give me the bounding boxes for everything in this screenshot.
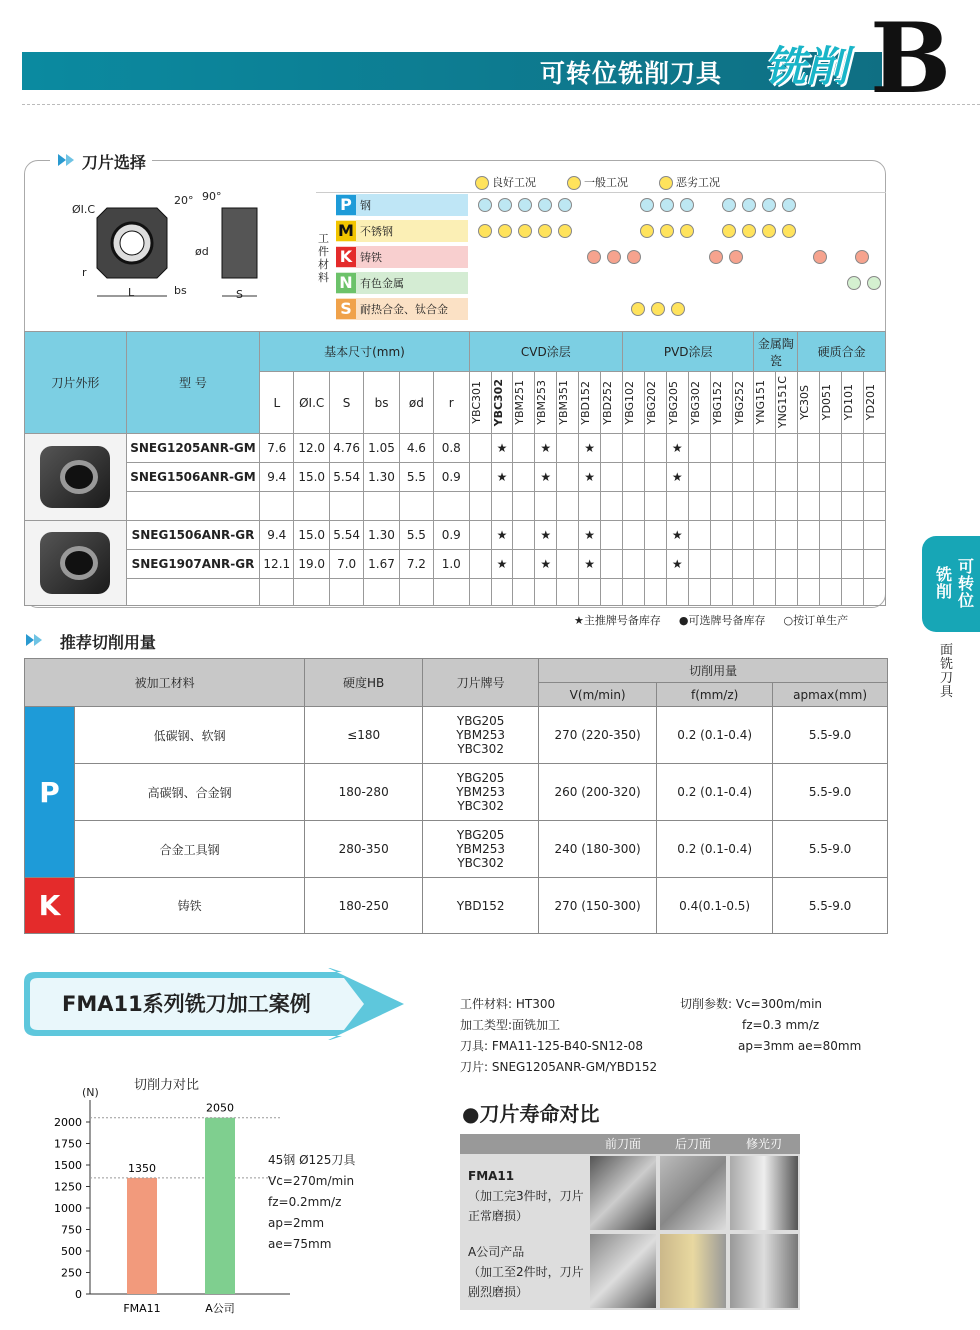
y-tick-label: 2000: [54, 1116, 82, 1129]
section-cutting-heading: 推荐切削用量: [24, 630, 156, 653]
angle2-label: 90°: [202, 190, 222, 203]
faces-n: [844, 275, 884, 290]
bar: [127, 1178, 157, 1294]
wear-photo: [730, 1234, 798, 1308]
y-tick-label: 750: [61, 1223, 82, 1237]
section-letter: B: [870, 2, 952, 115]
ic-label: ØI.C: [72, 203, 96, 216]
bs-label: bs: [174, 284, 187, 297]
table-row: 高碳钢、合金钢 180-280 YBG205 YBM253 YBC302 260 (200-320) 0.2 (0.1-0.4) 5.5-9.0: [25, 764, 888, 821]
case-params: 切削参数: Vc=300m/min fz=0.3 mm/z ap=3mm ae=80mm: [680, 997, 862, 1053]
table-row: P 低碳钢、软钢 ≤180 YBG205 YBM253 YBC302 270 (220-350) 0.2 (0.1-0.4) 5.5-9.0: [25, 707, 888, 764]
case-info: 工件材料: HT300 加工类型:面铣加工 刀具: FMA11-125-B40-SN12-08 刀片: SNEG1205ANR-GM/YBD152: [460, 997, 658, 1074]
angle1-label: 20°: [174, 194, 194, 207]
double-arrow-icon: [56, 152, 78, 168]
case-title: FMA11系列铣刀加工案例: [62, 992, 311, 1016]
bad-face-icon: [659, 176, 673, 190]
category-title: 铣削: [764, 42, 849, 91]
cutting-data-table: 被加工材料 硬度HB 刀片牌号 切削用量 V(m/min) f(mm/z) apmax(mm) P 低碳钢、软钢 ≤180 YBG205 YBM253 YBC302 270 (220-350) 0.2 (0.1-0.4) 5.5-9.0 高碳钢、合金钢 180-280 YBG205 YBM253 YBC302 260 (200-320) 0.2 (0.1-0.4) 5.5-9.0 合金工具钢 280-350 YBG205 YBM253 YBC302 240 (180-300) 0.2 (0.1-0.4) 5.5-9.0 K 铸铁 180-250 YBD152 270 (150-300) 0.4(0.1-0.5) 5.5-9.0: [24, 658, 888, 934]
y-tick-label: 1500: [54, 1159, 82, 1172]
material-s: S 耐热合金、钛合金: [336, 298, 468, 320]
life-grid: 前刀面 后刀面 修光刃 FMA11 （加工完3件时，刀片正常磨损） A公司产品 （加工至2件时，刀片剧烈磨损）: [460, 1134, 800, 1310]
page-title: 可转位铣削刀具: [540, 59, 723, 88]
chart-title: 切削力对比: [134, 1078, 200, 1093]
table-row: SNEG1205ANR-GM 7.6 12.0 4.76 1.05 4.6 0.8 ★ ★ ★ ★: [25, 434, 886, 463]
table-row: SNEG1907ANR-GR 12.1 19.0 7.0 1.67 7.2 1.0 ★ ★ ★ ★: [25, 550, 886, 579]
workpiece-label: 工件材料: [318, 232, 329, 284]
wear-photo: [730, 1156, 798, 1230]
bar: [205, 1118, 235, 1294]
table-row: SNEG1506ANR-GM 9.4 15.0 5.54 1.30 5.5 0.9 ★ ★ ★ ★: [25, 463, 886, 492]
wear-photo: [660, 1234, 726, 1308]
insert-selection-table: 刀片外形 型 号 基本尺寸(mm) CVD涂层 PVD涂层 金属陶瓷 硬质合金 L ØI.C S bs ød r YBC301 YBC302 YBM251 YBM253 YBM351 YBD152 YBD252 YBG102 YBG202 YBG205 YBG302 YBG152 YBG252 YNG151 YNG151C YC30S YD051 YD101 YD201 SNEG1205ANR-GM 7.6 12.0 4.76 1.05 4.6 0.8 ★ ★ ★ ★ SNEG1506ANR-GM 9.4 15.0 5.54 1.30 5.5 0.9 ★ ★ ★ ★ SNEG1506ANR-GR 9.4 15.0 5.54 1.30 5.5 0.9 ★ ★ ★ ★ SNEG1907ANR-GR 12.1 19.0 7.0 1.67 7.2 1.0 ★ ★ ★ ★: [24, 331, 886, 606]
chart-notes: 45钢 Ø125刀具 Vc=270m/min fz=0.2mm/z ap=2mm ae=75mm: [268, 1153, 356, 1251]
table-row: SNEG1506ANR-GR 9.4 15.0 5.54 1.30 5.5 0.9 ★ ★ ★ ★: [25, 521, 886, 550]
x-tick-label: FMA11: [123, 1302, 161, 1315]
section-insert-heading: 刀片选择: [50, 150, 152, 173]
life-row-acompany: A公司产品 （加工至2件时，刀片剧烈磨损）: [468, 1245, 584, 1299]
wear-photo: [660, 1156, 726, 1230]
table-row: 合金工具钢 280-350 YBG205 YBM253 YBC302 240 (180-300) 0.2 (0.1-0.4) 5.5-9.0: [25, 821, 888, 878]
y-tick-label: 0: [75, 1288, 82, 1301]
material-m: M 不锈钢: [336, 220, 468, 242]
good-face-icon: [475, 176, 489, 190]
y-tick-label: 1250: [54, 1180, 82, 1194]
faces-m: [475, 223, 799, 238]
material-p: P 钢: [336, 194, 468, 216]
material-n: N 有色金属: [336, 272, 468, 294]
y-tick-label: 1750: [54, 1137, 82, 1151]
double-arrow-icon: [24, 632, 46, 648]
table-row: K 铸铁 180-250 YBD152 270 (150-300) 0.4(0.1-0.5) 5.5-9.0: [25, 878, 888, 934]
faces-k: [584, 249, 872, 264]
wear-photo: [590, 1234, 656, 1308]
y-tick-label: 1000: [54, 1202, 82, 1215]
condition-legend: 良好工况 一般工况 恶劣工况: [472, 174, 720, 190]
wear-photo: [590, 1156, 656, 1230]
life-row-fma11: FMA11 （加工完3件时，刀片正常磨损）: [468, 1169, 584, 1223]
normal-face-icon: [567, 176, 581, 190]
y-tick-label: 250: [61, 1266, 82, 1280]
material-k: K 铸铁: [336, 246, 468, 268]
faces-p: [475, 197, 799, 212]
divider: [22, 104, 980, 105]
insert-photo-gr: [40, 532, 110, 594]
x-tick-label: A公司: [205, 1302, 235, 1315]
S-label: S: [236, 288, 243, 301]
side-tab[interactable]: 可转位 铣削: [922, 536, 980, 632]
life-title: ●刀片寿命对比: [462, 1102, 600, 1126]
r-label: r: [82, 266, 87, 279]
bar-value-label: 2050: [206, 1101, 234, 1115]
d-label: ød: [195, 245, 209, 258]
faces-s: [628, 301, 688, 316]
stock-footnote: ★主推牌号备库存 ●可选牌号备库存 ○按订单生产: [574, 614, 849, 627]
side-label: 面铣刀具: [940, 643, 954, 700]
force-chart: [40, 1096, 300, 1326]
y-tick-label: 500: [61, 1245, 82, 1258]
insert-photo-gm: [40, 446, 110, 508]
L-label: L: [128, 286, 135, 299]
bar-value-label: 1350: [128, 1161, 156, 1175]
chart-ylabel: (N): [82, 1086, 99, 1099]
header-bar: [22, 52, 882, 90]
